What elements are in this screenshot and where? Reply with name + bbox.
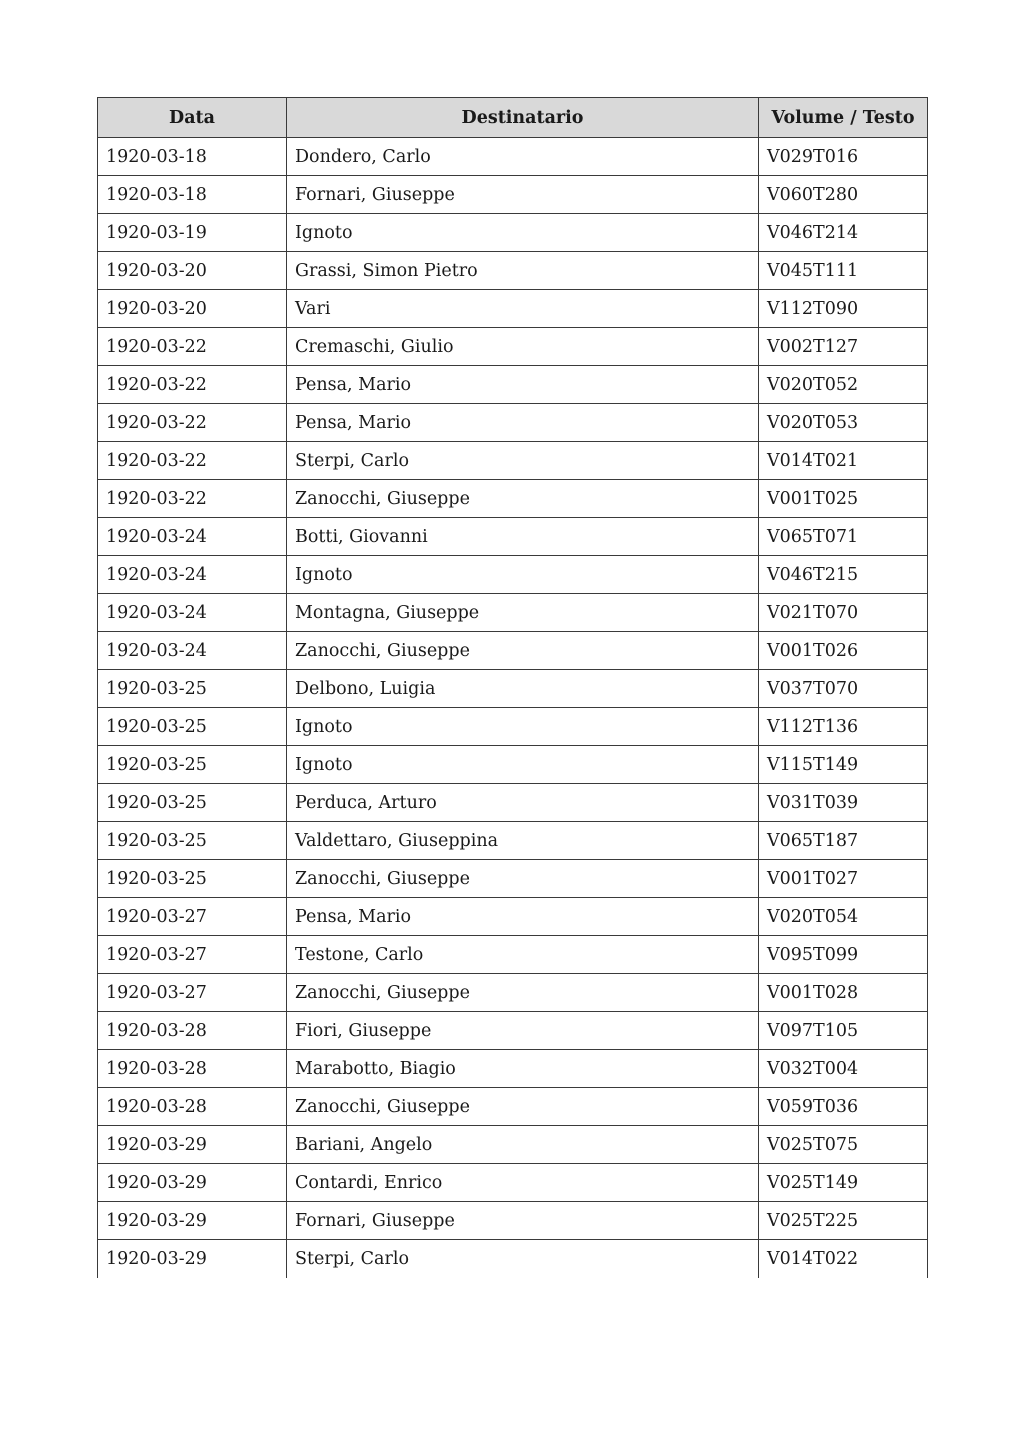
- cell-date: 1920-03-28: [98, 1012, 287, 1050]
- cell-recipient: Perduca, Arturo: [287, 784, 759, 822]
- table-row: [98, 176, 928, 214]
- cell-volume: V046T215: [759, 556, 928, 594]
- cell-recipient: Zanocchi, Giuseppe: [287, 632, 759, 670]
- cell-recipient: Testone, Carlo: [287, 936, 759, 974]
- cell-recipient: Dondero, Carlo: [287, 138, 759, 176]
- cell-date: 1920-03-25: [98, 784, 287, 822]
- table-body: [98, 138, 928, 1278]
- cell-recipient: Fornari, Giuseppe: [287, 176, 759, 214]
- cell-volume: V031T039: [759, 784, 928, 822]
- header-recipient: Destinatario: [287, 98, 759, 138]
- table-row: [98, 822, 928, 860]
- cell-date: 1920-03-25: [98, 822, 287, 860]
- cell-recipient: Botti, Giovanni: [287, 518, 759, 556]
- cell-date: 1920-03-24: [98, 632, 287, 670]
- table-row: [98, 936, 928, 974]
- cell-volume: V045T111: [759, 252, 928, 290]
- cell-date: 1920-03-24: [98, 556, 287, 594]
- cell-recipient: Delbono, Luigia: [287, 670, 759, 708]
- cell-recipient: Marabotto, Biagio: [287, 1050, 759, 1088]
- cell-volume: V014T022: [759, 1240, 928, 1278]
- table-row: [98, 366, 928, 404]
- table-row: [98, 670, 928, 708]
- cell-recipient: Fornari, Giuseppe: [287, 1202, 759, 1240]
- cell-date: 1920-03-18: [98, 138, 287, 176]
- cell-date: 1920-03-27: [98, 936, 287, 974]
- cell-date: 1920-03-25: [98, 670, 287, 708]
- table-row: [98, 480, 928, 518]
- cell-volume: V020T052: [759, 366, 928, 404]
- table-row: [98, 252, 928, 290]
- table-row: [98, 1126, 928, 1164]
- header-row: [98, 98, 928, 138]
- cell-recipient: Pensa, Mario: [287, 366, 759, 404]
- table-row: [98, 138, 928, 176]
- cell-date: 1920-03-22: [98, 366, 287, 404]
- cell-volume: V112T090: [759, 290, 928, 328]
- cell-recipient: Sterpi, Carlo: [287, 1240, 759, 1278]
- table-row: [98, 214, 928, 252]
- cell-date: 1920-03-29: [98, 1240, 287, 1278]
- letters-index-table: [97, 97, 928, 1278]
- cell-date: 1920-03-22: [98, 442, 287, 480]
- cell-volume: V065T187: [759, 822, 928, 860]
- cell-recipient: Montagna, Giuseppe: [287, 594, 759, 632]
- cell-date: 1920-03-27: [98, 974, 287, 1012]
- cell-date: 1920-03-29: [98, 1126, 287, 1164]
- table-row: [98, 898, 928, 936]
- cell-date: 1920-03-22: [98, 480, 287, 518]
- cell-recipient: Ignoto: [287, 708, 759, 746]
- cell-recipient: Pensa, Mario: [287, 898, 759, 936]
- table-row: [98, 784, 928, 822]
- cell-volume: V001T028: [759, 974, 928, 1012]
- cell-volume: V060T280: [759, 176, 928, 214]
- cell-volume: V025T075: [759, 1126, 928, 1164]
- table-row: [98, 974, 928, 1012]
- cell-recipient: Bariani, Angelo: [287, 1126, 759, 1164]
- table-row: [98, 290, 928, 328]
- cell-recipient: Cremaschi, Giulio: [287, 328, 759, 366]
- cell-date: 1920-03-29: [98, 1202, 287, 1240]
- table-row: [98, 1202, 928, 1240]
- cell-recipient: Zanocchi, Giuseppe: [287, 974, 759, 1012]
- cell-volume: V020T053: [759, 404, 928, 442]
- table-row: [98, 746, 928, 784]
- cell-recipient: Grassi, Simon Pietro: [287, 252, 759, 290]
- cell-date: 1920-03-22: [98, 328, 287, 366]
- cell-recipient: Zanocchi, Giuseppe: [287, 480, 759, 518]
- cell-date: 1920-03-28: [98, 1088, 287, 1126]
- cell-volume: V046T214: [759, 214, 928, 252]
- table-row: [98, 708, 928, 746]
- table-row: [98, 1164, 928, 1202]
- table-row: [98, 556, 928, 594]
- cell-volume: V025T149: [759, 1164, 928, 1202]
- table-row: [98, 404, 928, 442]
- table-row: [98, 1050, 928, 1088]
- cell-volume: V001T026: [759, 632, 928, 670]
- cell-volume: V032T004: [759, 1050, 928, 1088]
- cell-volume: V059T036: [759, 1088, 928, 1126]
- cell-date: 1920-03-19: [98, 214, 287, 252]
- table-row: [98, 518, 928, 556]
- cell-date: 1920-03-22: [98, 404, 287, 442]
- cell-volume: V037T070: [759, 670, 928, 708]
- cell-date: 1920-03-25: [98, 708, 287, 746]
- cell-recipient: Contardi, Enrico: [287, 1164, 759, 1202]
- cell-recipient: Pensa, Mario: [287, 404, 759, 442]
- cell-date: 1920-03-25: [98, 746, 287, 784]
- cell-recipient: Ignoto: [287, 746, 759, 784]
- cell-recipient: Vari: [287, 290, 759, 328]
- table-row: [98, 860, 928, 898]
- cell-volume: V001T027: [759, 860, 928, 898]
- cell-recipient: Fiori, Giuseppe: [287, 1012, 759, 1050]
- cell-recipient: Ignoto: [287, 556, 759, 594]
- cell-volume: V112T136: [759, 708, 928, 746]
- cell-volume: V097T105: [759, 1012, 928, 1050]
- table-row: [98, 632, 928, 670]
- table-row: [98, 1012, 928, 1050]
- cell-volume: V002T127: [759, 328, 928, 366]
- cell-recipient: Valdettaro, Giuseppina: [287, 822, 759, 860]
- cell-volume: V115T149: [759, 746, 928, 784]
- table-row: [98, 1240, 928, 1278]
- header-date: Data: [98, 98, 287, 138]
- cell-volume: V021T070: [759, 594, 928, 632]
- cell-date: 1920-03-25: [98, 860, 287, 898]
- cell-volume: V029T016: [759, 138, 928, 176]
- cell-volume: V095T099: [759, 936, 928, 974]
- header-volume: Volume / Testo: [759, 98, 928, 138]
- cell-volume: V001T025: [759, 480, 928, 518]
- cell-date: 1920-03-29: [98, 1164, 287, 1202]
- cell-volume: V020T054: [759, 898, 928, 936]
- cell-date: 1920-03-20: [98, 290, 287, 328]
- cell-volume: V014T021: [759, 442, 928, 480]
- cell-recipient: Zanocchi, Giuseppe: [287, 1088, 759, 1126]
- cell-date: 1920-03-18: [98, 176, 287, 214]
- cell-recipient: Ignoto: [287, 214, 759, 252]
- cell-volume: V025T225: [759, 1202, 928, 1240]
- table-header: [98, 98, 928, 138]
- cell-date: 1920-03-20: [98, 252, 287, 290]
- table-row: [98, 328, 928, 366]
- table-row: [98, 1088, 928, 1126]
- table-row: [98, 442, 928, 480]
- cell-date: 1920-03-24: [98, 594, 287, 632]
- cell-recipient: Zanocchi, Giuseppe: [287, 860, 759, 898]
- table-row: [98, 594, 928, 632]
- cell-date: 1920-03-27: [98, 898, 287, 936]
- cell-volume: V065T071: [759, 518, 928, 556]
- cell-date: 1920-03-28: [98, 1050, 287, 1088]
- cell-recipient: Sterpi, Carlo: [287, 442, 759, 480]
- cell-date: 1920-03-24: [98, 518, 287, 556]
